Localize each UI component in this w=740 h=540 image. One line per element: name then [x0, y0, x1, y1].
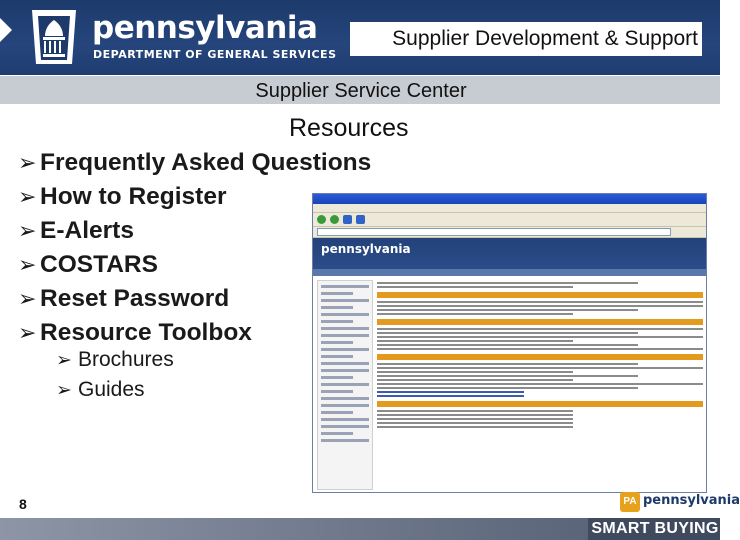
toolbox-sublist [56, 345, 174, 405]
logo-name: pennsylvania [92, 10, 318, 46]
footer-gradient-strip [0, 518, 588, 540]
sub-list-item-label: Brochures [78, 348, 174, 371]
browser-menubar [313, 204, 706, 213]
arrow-bullet-icon: ➢ [18, 218, 37, 244]
address-field [317, 228, 671, 236]
keystone-capitol-logo-icon [28, 6, 80, 68]
pa-keystone-icon: PA [620, 492, 640, 512]
arrow-bullet-icon: ➢ [56, 349, 72, 371]
page-header-title: Supplier Development & Support [350, 22, 702, 56]
page-number: 8 [19, 496, 27, 512]
arrow-bullet-icon: ➢ [18, 320, 37, 346]
sub-list-item-label: Guides [78, 378, 145, 401]
section-title: Resources [289, 114, 409, 142]
list-item-label: Resource Toolbox [40, 319, 252, 346]
sub-list-item [56, 375, 174, 405]
site-sidebar [317, 280, 373, 490]
arrow-bullet-icon: ➢ [18, 286, 37, 312]
browser-toolbar [313, 213, 706, 227]
header-banner [0, 0, 720, 75]
browser-page-body [313, 276, 706, 494]
browser-titlebar [313, 194, 706, 204]
pa-logo-name: pennsylvania [643, 493, 740, 508]
search-icon [343, 215, 352, 224]
list-item-label: Frequently Asked Questions [40, 149, 372, 176]
arrow-bullet-icon: ➢ [18, 252, 37, 278]
arrow-bullet-icon: ➢ [18, 150, 37, 176]
pa-footer-logo [620, 490, 740, 516]
arrow-bullet-icon: ➢ [18, 184, 37, 210]
arrow-bullet-icon: ➢ [56, 379, 72, 401]
list-item-label: Reset Password [40, 285, 230, 312]
smart-buying-brand: SMART BUYING [591, 520, 719, 537]
subbanner-label: Supplier Service Center [255, 80, 467, 102]
back-arrow-icon [0, 18, 12, 42]
browser-site-header [313, 238, 706, 276]
list-item-label: How to Register [40, 183, 227, 210]
site-logo-name: pennsylvania [321, 242, 411, 256]
list-item-label: COSTARS [40, 251, 158, 278]
back-icon [317, 215, 326, 224]
browser-address-bar [313, 227, 706, 238]
site-main-content [377, 280, 703, 490]
subbanner [0, 76, 720, 104]
list-item [18, 146, 371, 180]
sub-list-item [56, 345, 174, 375]
browser-screenshot-image [312, 193, 707, 493]
favorites-icon [356, 215, 365, 224]
site-nav-strip [313, 269, 706, 276]
forward-icon [330, 215, 339, 224]
logo-department: DEPARTMENT OF GENERAL SERVICES [93, 48, 337, 61]
list-item-label: E-Alerts [40, 217, 134, 244]
